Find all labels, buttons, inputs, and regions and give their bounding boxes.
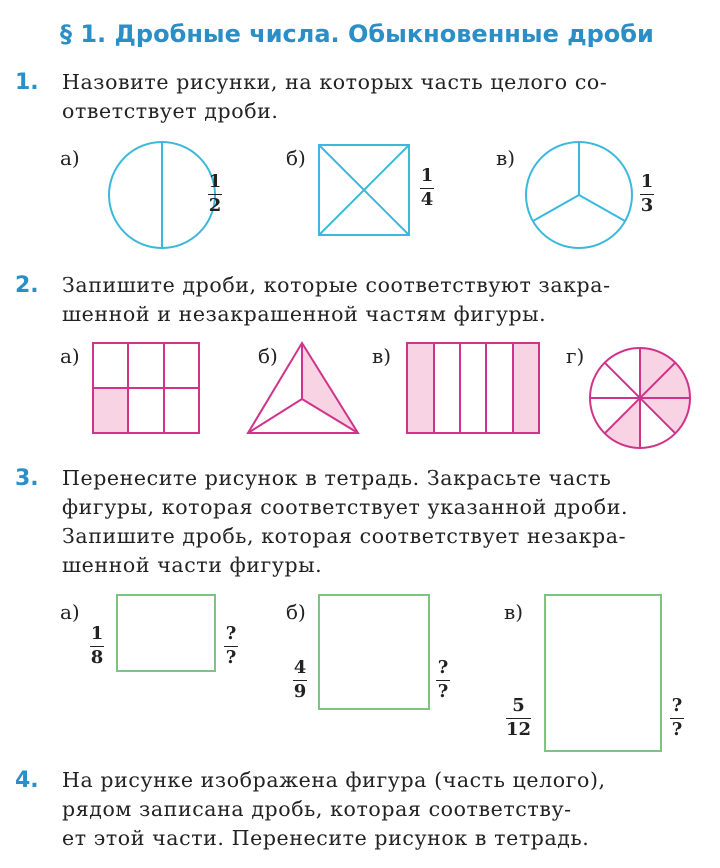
task-2-label-b: б) <box>258 344 278 368</box>
fraction-denominator: 12 <box>506 719 532 740</box>
fraction-numerator: 5 <box>512 695 525 716</box>
task-3-number: 3. <box>15 466 39 491</box>
fraction-numerator: ? <box>671 695 683 716</box>
task-3-label-b: б) <box>286 600 306 624</box>
task-1-label-b: б) <box>286 146 306 170</box>
fraction-denominator: 8 <box>90 647 104 668</box>
task-2-label-a: а) <box>60 344 80 368</box>
rectangle-grid-figure <box>92 342 200 434</box>
task-1-fraction-c <box>640 172 654 215</box>
task-3-line-2: фигуры, которая соответствует указанной дроби. <box>62 495 629 519</box>
fraction-denominator: ? <box>225 647 237 668</box>
fraction-numerator: ? <box>437 657 449 678</box>
task-3-fraction-a <box>90 624 104 667</box>
task-3-unknown-b <box>436 658 450 701</box>
task-3-line-4: шенной части фигуры. <box>62 553 323 577</box>
task-3-line-1: Перенесите рисунок в тетрадь. Закрасьте часть <box>62 466 612 490</box>
task-2-line-1: Запишите дроби, которые соответствуют закра- <box>62 273 611 297</box>
task-3-unknown-a <box>224 624 238 667</box>
task-3-label-c: в) <box>504 600 524 624</box>
task-1-label-a: а) <box>60 146 80 170</box>
fraction-denominator: 2 <box>208 195 222 216</box>
fraction-denominator: 4 <box>420 189 434 210</box>
fraction-numerator: 1 <box>90 623 104 644</box>
fraction-numerator: ? <box>225 623 237 644</box>
fraction-numerator: 4 <box>293 657 307 678</box>
fraction-denominator: 9 <box>293 681 307 702</box>
task-3-unknown-c <box>670 696 684 739</box>
task-3-line-3: Запишите дробь, которая соответствует незакра- <box>62 524 627 548</box>
task-3-label-a: а) <box>60 600 80 624</box>
triangle-figure <box>246 342 360 434</box>
task-4-text <box>62 766 696 853</box>
task-2-number: 2. <box>15 273 39 298</box>
green-square-small <box>116 594 216 672</box>
task-2-line-2: шенной и незакрашенной частям фигуры. <box>62 302 547 326</box>
task-4-line-2: рядом записана дробь, которая соответству- <box>62 797 572 821</box>
task-1-line-1: Назовите рисунки, на которых часть целого со- <box>62 70 608 94</box>
task-4-line-1: На рисунке изображена фигура (часть целого), <box>62 768 606 792</box>
task-1-number: 1. <box>15 70 39 95</box>
task-1-fraction-b <box>420 166 434 209</box>
circle-eighths-figure <box>588 346 692 450</box>
task-2-text <box>62 271 696 329</box>
fraction-numerator: 1 <box>208 171 222 192</box>
section-title: § 1. Дробные числа. Обыкновенные дроби <box>60 20 654 48</box>
task-1-fraction-a <box>208 172 222 215</box>
task-1-line-2: ответствует дроби. <box>62 99 279 123</box>
task-2-label-d: г) <box>566 344 585 368</box>
task-4-number: 4. <box>15 768 39 793</box>
task-3-fraction-c <box>506 696 531 739</box>
fraction-numerator: 1 <box>420 165 434 186</box>
circle-thirds-figure <box>524 140 634 250</box>
green-rectangle-tall <box>544 594 662 752</box>
task-1-label-c: в) <box>496 146 516 170</box>
task-4-line-3: ет этой части. Перенесите рисунок в тетрадь. <box>62 826 590 850</box>
square-quarters-figure <box>318 144 410 236</box>
fraction-denominator: ? <box>437 681 449 702</box>
fraction-denominator: ? <box>671 719 683 740</box>
task-2-label-c: в) <box>372 344 392 368</box>
rectangle-strips-figure <box>406 342 540 434</box>
fraction-numerator: 1 <box>640 171 654 192</box>
task-3-fraction-b <box>293 658 307 701</box>
task-1-text <box>62 68 696 126</box>
green-square-medium <box>318 594 430 710</box>
fraction-denominator: 3 <box>640 195 654 216</box>
task-3-text <box>62 464 696 580</box>
